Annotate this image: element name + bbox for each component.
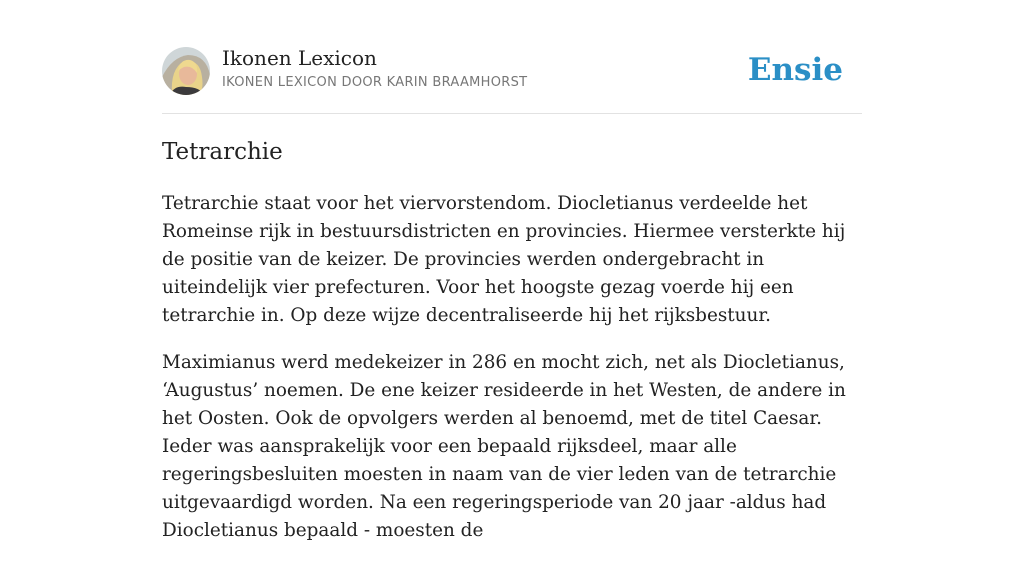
site-title[interactable]: Ikonen Lexicon: [222, 46, 377, 70]
portrait-icon: [162, 47, 210, 95]
site-subtitle[interactable]: IKONEN LEXICON DOOR KARIN BRAAMHORST: [222, 75, 528, 90]
author-avatar[interactable]: [162, 47, 210, 95]
article-body: [162, 190, 862, 564]
brand-logo-link[interactable]: Ensie: [747, 52, 843, 88]
site-header: [162, 0, 862, 114]
article-paragraph: Tetrarchie staat voor het viervorstendom. Diocletianus verdeelde het Romeinse rijk in bestuursdistricten en provincies. Hiermee versterkte hij de positie van de keizer. De provincies werden ondergebracht in uiteindelijk vier prefecturen. Voor het hoogste gezag voerde hij een tetrarchie in. Op deze wijze decentraliseerde hij het rijksbestuur.: [162, 193, 846, 326]
content-container: [162, 0, 862, 541]
article-paragraph: Maximianus werd medekeizer in 286 en mocht zich, net als Diocletianus, ‘Augustus’ noemen. De ene keizer resideerde in het Westen, de andere in het Oosten. Ook de opvolgers werden al benoemd, met de titel Caesar. Ieder was aansprakelijk voor een bepaald rijksdeel, maar alle regeringsbesluiten moesten in naam van de vier leden van de tetrarchie uitgevaardigd worden. Na een regeringsperiode van 20 jaar -aldus had Diocletianus bepaald - moesten de: [162, 352, 846, 541]
article-title: Tetrarchie: [162, 139, 283, 165]
